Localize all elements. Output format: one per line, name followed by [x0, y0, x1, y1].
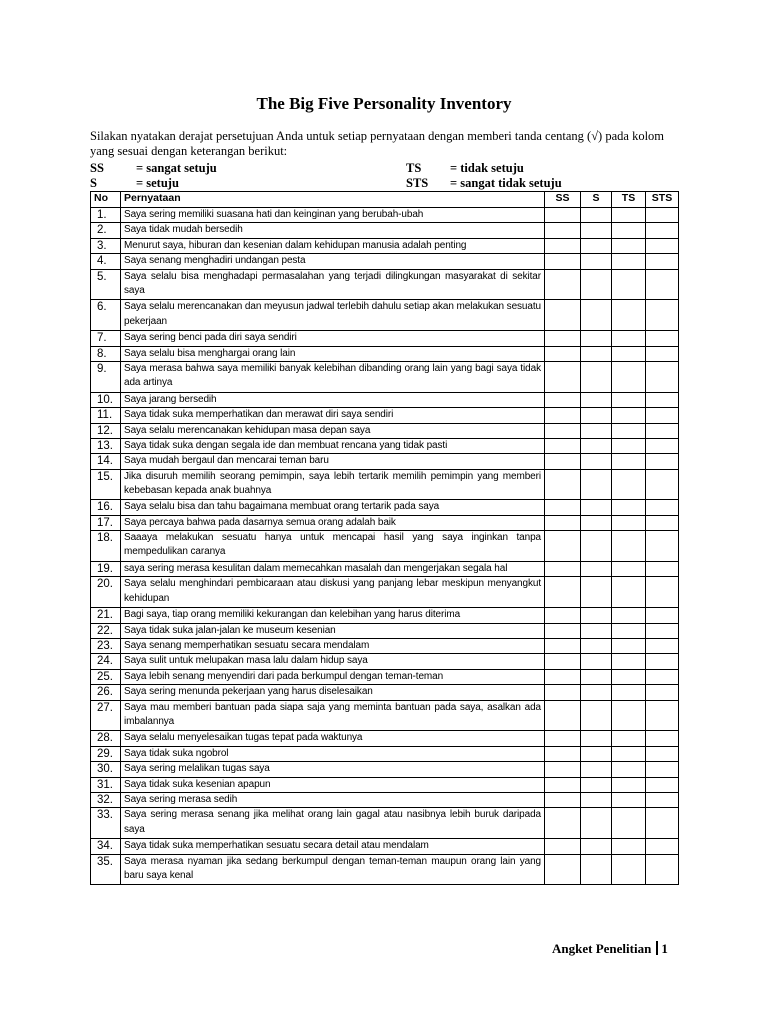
row-number: 31.	[91, 777, 121, 792]
statement-text: Saya sulit untuk melupakan masa lalu dalam hidup saya	[121, 654, 545, 669]
answer-cell-ss[interactable]	[545, 654, 581, 669]
row-number: 23.	[91, 639, 121, 654]
row-number: 17.	[91, 515, 121, 530]
answer-cell-ss[interactable]	[545, 269, 581, 300]
table-row	[91, 531, 679, 562]
answer-cell-sts[interactable]	[646, 839, 679, 854]
answer-cell-s[interactable]	[581, 608, 612, 623]
answer-cell-ts[interactable]	[612, 654, 646, 669]
answer-cell-ss[interactable]	[545, 438, 581, 453]
answer-cell-ss[interactable]	[545, 762, 581, 777]
answer-cell-ts[interactable]	[612, 731, 646, 746]
answer-cell-s[interactable]	[581, 777, 612, 792]
answer-cell-sts[interactable]	[646, 777, 679, 792]
answer-cell-sts[interactable]	[646, 623, 679, 638]
table-row	[91, 808, 679, 839]
answer-cell-ss[interactable]	[545, 531, 581, 562]
answer-cell-ss[interactable]	[545, 808, 581, 839]
answer-cell-s[interactable]	[581, 500, 612, 515]
row-number: 28.	[91, 731, 121, 746]
table-row	[91, 669, 679, 684]
statement-text: Saya sering melalikan tugas saya	[121, 762, 545, 777]
statement-text: Saya sering benci pada diri saya sendiri	[121, 331, 545, 346]
answer-cell-sts[interactable]	[646, 562, 679, 577]
header-no: No	[91, 192, 121, 208]
answer-cell-s[interactable]	[581, 361, 612, 392]
answer-cell-sts[interactable]	[646, 500, 679, 515]
row-number: 20.	[91, 577, 121, 608]
answer-cell-s[interactable]	[581, 300, 612, 331]
answer-cell-ts[interactable]	[612, 238, 646, 253]
answer-cell-s[interactable]	[581, 854, 612, 885]
header-sts: STS	[646, 192, 679, 208]
row-number: 9.	[91, 361, 121, 392]
answer-cell-s[interactable]	[581, 392, 612, 407]
answer-cell-s[interactable]	[581, 700, 612, 731]
answer-cell-ss[interactable]	[545, 577, 581, 608]
statement-text: Saaaya melakukan sesuatu hanya untuk mencapai hasil yang saya inginkan tanpa mempedulikan caranya	[121, 531, 545, 562]
answer-cell-ts[interactable]	[612, 423, 646, 438]
row-number: 10.	[91, 392, 121, 407]
answer-cell-ss[interactable]	[545, 361, 581, 392]
answer-cell-ts[interactable]	[612, 392, 646, 407]
table-row	[91, 392, 679, 407]
statement-text: Saya tidak suka memperhatikan sesuatu secara detail atau mendalam	[121, 839, 545, 854]
statement-text: Saya sering memiliki suasana hati dan keinginan yang berubah-ubah	[121, 208, 545, 223]
table-row	[91, 269, 679, 300]
answer-cell-ts[interactable]	[612, 531, 646, 562]
answer-cell-sts[interactable]	[646, 346, 679, 361]
answer-cell-sts[interactable]	[646, 300, 679, 331]
answer-cell-ss[interactable]	[545, 700, 581, 731]
answer-cell-s[interactable]	[581, 577, 612, 608]
row-number: 13.	[91, 438, 121, 453]
answer-cell-sts[interactable]	[646, 792, 679, 807]
table-row	[91, 469, 679, 500]
header-s: S	[581, 192, 612, 208]
answer-cell-s[interactable]	[581, 238, 612, 253]
row-number: 2.	[91, 223, 121, 238]
answer-cell-ss[interactable]	[545, 839, 581, 854]
row-number: 24.	[91, 654, 121, 669]
answer-cell-ts[interactable]	[612, 346, 646, 361]
page-footer	[552, 941, 668, 957]
row-number: 22.	[91, 623, 121, 638]
answer-cell-sts[interactable]	[646, 269, 679, 300]
answer-cell-ss[interactable]	[545, 300, 581, 331]
row-number: 19.	[91, 562, 121, 577]
answer-cell-ts[interactable]	[612, 361, 646, 392]
answer-cell-sts[interactable]	[646, 223, 679, 238]
answer-cell-ss[interactable]	[545, 208, 581, 223]
row-number: 5.	[91, 269, 121, 300]
answer-cell-ss[interactable]	[545, 639, 581, 654]
answer-cell-sts[interactable]	[646, 238, 679, 253]
answer-cell-ts[interactable]	[612, 269, 646, 300]
row-number: 11.	[91, 408, 121, 423]
answer-cell-sts[interactable]	[646, 669, 679, 684]
answer-cell-s[interactable]	[581, 654, 612, 669]
statement-text: Saya sering merasa senang jika melihat orang lain gagal atau nasibnya lebih buruk daripada saya	[121, 808, 545, 839]
table-row	[91, 762, 679, 777]
row-number: 26.	[91, 685, 121, 700]
table-row	[91, 731, 679, 746]
statement-text: Saya jarang bersedih	[121, 392, 545, 407]
statement-text: Saya tidak suka memperhatikan dan merawat diri saya sendiri	[121, 408, 545, 423]
header-ss: SS	[545, 192, 581, 208]
table-row	[91, 408, 679, 423]
footer-divider	[656, 941, 658, 955]
answer-cell-ts[interactable]	[612, 669, 646, 684]
answer-cell-sts[interactable]	[646, 731, 679, 746]
answer-cell-sts[interactable]	[646, 685, 679, 700]
answer-cell-ss[interactable]	[545, 562, 581, 577]
answer-cell-sts[interactable]	[646, 654, 679, 669]
legend-abbr: SS	[90, 161, 104, 175]
legend-definition: = sangat setuju	[136, 161, 217, 175]
answer-cell-s[interactable]	[581, 746, 612, 761]
table-row	[91, 346, 679, 361]
answer-cell-s[interactable]	[581, 623, 612, 638]
table-row	[91, 223, 679, 238]
answer-cell-ss[interactable]	[545, 500, 581, 515]
row-number: 12.	[91, 423, 121, 438]
answer-cell-ts[interactable]	[612, 746, 646, 761]
answer-cell-sts[interactable]	[646, 208, 679, 223]
answer-cell-ts[interactable]	[612, 577, 646, 608]
answer-cell-sts[interactable]	[646, 746, 679, 761]
answer-cell-ss[interactable]	[545, 238, 581, 253]
row-number: 8.	[91, 346, 121, 361]
table-row	[91, 777, 679, 792]
statement-text: Saya senang memperhatikan sesuatu secara mendalam	[121, 639, 545, 654]
answer-cell-ss[interactable]	[545, 423, 581, 438]
answer-cell-s[interactable]	[581, 346, 612, 361]
answer-cell-ts[interactable]	[612, 515, 646, 530]
table-row	[91, 254, 679, 269]
answer-cell-ts[interactable]	[612, 639, 646, 654]
statement-text: Saya selalu menyelesaikan tugas tepat pada waktunya	[121, 731, 545, 746]
answer-cell-ts[interactable]	[612, 408, 646, 423]
answer-cell-sts[interactable]	[646, 608, 679, 623]
statement-text: Saya sering menunda pekerjaan yang harus diselesaikan	[121, 685, 545, 700]
answer-cell-s[interactable]	[581, 269, 612, 300]
row-number: 32.	[91, 792, 121, 807]
table-row	[91, 454, 679, 469]
answer-cell-ss[interactable]	[545, 608, 581, 623]
answer-cell-s[interactable]	[581, 423, 612, 438]
answer-cell-s[interactable]	[581, 223, 612, 238]
answer-cell-ss[interactable]	[545, 685, 581, 700]
answer-cell-sts[interactable]	[646, 531, 679, 562]
answer-cell-s[interactable]	[581, 408, 612, 423]
answer-cell-ss[interactable]	[545, 346, 581, 361]
answer-cell-ts[interactable]	[612, 500, 646, 515]
answer-cell-sts[interactable]	[646, 762, 679, 777]
header-statement: Pernyataan	[121, 192, 545, 208]
table-row	[91, 623, 679, 638]
statement-text: Saya selalu merencanakan kehidupan masa depan saya	[121, 423, 545, 438]
legend-row	[90, 176, 690, 191]
inventory-table	[90, 191, 679, 885]
answer-cell-sts[interactable]	[646, 438, 679, 453]
answer-cell-s[interactable]	[581, 438, 612, 453]
answer-cell-ts[interactable]	[612, 300, 646, 331]
legend-definition: = tidak setuju	[450, 161, 524, 175]
table-row	[91, 300, 679, 331]
answer-cell-ss[interactable]	[545, 746, 581, 761]
row-number: 21.	[91, 608, 121, 623]
statement-text: Saya tidak suka jalan-jalan ke museum kesenian	[121, 623, 545, 638]
table-row	[91, 515, 679, 530]
table-row	[91, 700, 679, 731]
table-row	[91, 438, 679, 453]
statement-text: Bagi saya, tiap orang memiliki kekurangan dan kelebihan yang harus diterima	[121, 608, 545, 623]
answer-cell-s[interactable]	[581, 808, 612, 839]
answer-cell-s[interactable]	[581, 531, 612, 562]
table-row	[91, 562, 679, 577]
row-number: 27.	[91, 700, 121, 731]
answer-cell-ss[interactable]	[545, 392, 581, 407]
answer-cell-s[interactable]	[581, 208, 612, 223]
row-number: 1.	[91, 208, 121, 223]
answer-cell-sts[interactable]	[646, 854, 679, 885]
table-row	[91, 331, 679, 346]
answer-cell-sts[interactable]	[646, 454, 679, 469]
legend	[90, 161, 690, 191]
instructions: Silakan nyatakan derajat persetujuan Anda untuk setiap pernyataan dengan memberi tanda centang (√) pada kolom yang sesuai dengan keterangan berikut:	[90, 129, 665, 158]
footer-label: Angket Penelitian	[552, 941, 652, 956]
answer-cell-s[interactable]	[581, 731, 612, 746]
statement-text: Saya selalu menghindari pembicaraan atau diskusi yang panjang lebar meskipun menyangkut kehidupan	[121, 577, 545, 608]
answer-cell-s[interactable]	[581, 469, 612, 500]
answer-cell-ts[interactable]	[612, 854, 646, 885]
statement-text: saya sering merasa kesulitan dalam memecahkan masalah dan mengerjakan segala hal	[121, 562, 545, 577]
row-number: 34.	[91, 839, 121, 854]
statement-text: Saya tidak suka kesenian apapun	[121, 777, 545, 792]
row-number: 14.	[91, 454, 121, 469]
legend-abbr: STS	[406, 176, 429, 190]
row-number: 3.	[91, 238, 121, 253]
answer-cell-sts[interactable]	[646, 700, 679, 731]
legend-abbr: S	[90, 176, 97, 190]
legend-abbr: TS	[406, 161, 422, 175]
answer-cell-ts[interactable]	[612, 438, 646, 453]
answer-cell-ss[interactable]	[545, 854, 581, 885]
document-title: The Big Five Personality Inventory	[256, 94, 512, 113]
table-row	[91, 685, 679, 700]
table-row	[91, 639, 679, 654]
statement-text: Saya tidak suka dengan segala ide dan membuat rencana yang tidak pasti	[121, 438, 545, 453]
answer-cell-ss[interactable]	[545, 777, 581, 792]
answer-cell-ss[interactable]	[545, 254, 581, 269]
row-number: 18.	[91, 531, 121, 562]
table-row	[91, 839, 679, 854]
answer-cell-ts[interactable]	[612, 792, 646, 807]
answer-cell-ss[interactable]	[545, 408, 581, 423]
answer-cell-ts[interactable]	[612, 469, 646, 500]
row-number: 15.	[91, 469, 121, 500]
statement-text: Saya merasa nyaman jika sedang berkumpul dengan teman-teman maupun orang lain yang baru saya kenal	[121, 854, 545, 885]
statement-text: Saya senang menghadiri undangan pesta	[121, 254, 545, 269]
table-header-row	[91, 192, 679, 208]
answer-cell-s[interactable]	[581, 669, 612, 684]
table-row	[91, 423, 679, 438]
answer-cell-sts[interactable]	[646, 408, 679, 423]
answer-cell-ts[interactable]	[612, 700, 646, 731]
answer-cell-ss[interactable]	[545, 731, 581, 746]
answer-cell-s[interactable]	[581, 762, 612, 777]
row-number: 6.	[91, 300, 121, 331]
answer-cell-s[interactable]	[581, 839, 612, 854]
answer-cell-s[interactable]	[581, 254, 612, 269]
table-row	[91, 608, 679, 623]
table-row	[91, 746, 679, 761]
statement-text: Saya lebih senang menyendiri dari pada berkumpul dengan teman-teman	[121, 669, 545, 684]
statement-text: Menurut saya, hiburan dan kesenian dalam kehidupan manusia adalah penting	[121, 238, 545, 253]
answer-cell-sts[interactable]	[646, 577, 679, 608]
answer-cell-sts[interactable]	[646, 808, 679, 839]
statement-text: Saya selalu bisa menghadapi permasalahan yang terjadi dilingkungan masyarakat di sekitar saya	[121, 269, 545, 300]
legend-definition: = setuju	[136, 176, 179, 190]
row-number: 16.	[91, 500, 121, 515]
answer-cell-ts[interactable]	[612, 777, 646, 792]
answer-cell-ts[interactable]	[612, 454, 646, 469]
statement-text: Jika disuruh memilih seorang pemimpin, saya lebih tertarik memilih pemimpin yang memberi kebebasan kepada anak buahnya	[121, 469, 545, 500]
answer-cell-ts[interactable]	[612, 608, 646, 623]
statement-text: Saya mau memberi bantuan pada siapa saja yang meminta bantuan pada saya, asalkan ada imbalannya	[121, 700, 545, 731]
table-row	[91, 361, 679, 392]
table-row	[91, 654, 679, 669]
answer-cell-sts[interactable]	[646, 331, 679, 346]
legend-row	[90, 161, 690, 176]
answer-cell-ss[interactable]	[545, 223, 581, 238]
statement-text: Saya selalu bisa menghargai orang lain	[121, 346, 545, 361]
answer-cell-s[interactable]	[581, 639, 612, 654]
statement-text: Saya selalu bisa dan tahu bagaimana membuat orang tertarik pada saya	[121, 500, 545, 515]
answer-cell-sts[interactable]	[646, 254, 679, 269]
answer-cell-ts[interactable]	[612, 685, 646, 700]
answer-cell-ss[interactable]	[545, 469, 581, 500]
answer-cell-ts[interactable]	[612, 254, 646, 269]
table-row	[91, 238, 679, 253]
answer-cell-ss[interactable]	[545, 623, 581, 638]
answer-cell-ss[interactable]	[545, 515, 581, 530]
header-ts: TS	[612, 192, 646, 208]
table-row	[91, 792, 679, 807]
answer-cell-ts[interactable]	[612, 808, 646, 839]
answer-cell-ss[interactable]	[545, 792, 581, 807]
answer-cell-s[interactable]	[581, 685, 612, 700]
statement-text: Saya tidak mudah bersedih	[121, 223, 545, 238]
answer-cell-sts[interactable]	[646, 361, 679, 392]
statement-text: Saya percaya bahwa pada dasarnya semua orang adalah baik	[121, 515, 545, 530]
answer-cell-sts[interactable]	[646, 392, 679, 407]
answer-cell-ss[interactable]	[545, 454, 581, 469]
answer-cell-s[interactable]	[581, 331, 612, 346]
statement-text: Saya mudah bergaul dan mencarai teman baru	[121, 454, 545, 469]
answer-cell-ts[interactable]	[612, 562, 646, 577]
row-number: 29.	[91, 746, 121, 761]
table-row	[91, 500, 679, 515]
answer-cell-ts[interactable]	[612, 331, 646, 346]
statement-text: Saya sering merasa sedih	[121, 792, 545, 807]
statement-text: Saya selalu merencanakan dan meyusun jadwal terlebih dahulu setiap akan melakukan sesuatu pekerjaan	[121, 300, 545, 331]
answer-cell-ss[interactable]	[545, 669, 581, 684]
row-number: 30.	[91, 762, 121, 777]
legend-definition: = sangat tidak setuju	[450, 176, 562, 190]
row-number: 33.	[91, 808, 121, 839]
table-body	[91, 208, 679, 885]
table-row	[91, 208, 679, 223]
statement-text: Saya merasa bahwa saya memiliki banyak kelebihan dibanding orang lain yang bagi saya tidak ada artinya	[121, 361, 545, 392]
answer-cell-s[interactable]	[581, 562, 612, 577]
page-number: 1	[661, 941, 668, 956]
answer-cell-sts[interactable]	[646, 515, 679, 530]
answer-cell-sts[interactable]	[646, 639, 679, 654]
answer-cell-ts[interactable]	[612, 762, 646, 777]
answer-cell-ts[interactable]	[612, 223, 646, 238]
table-row	[91, 854, 679, 885]
answer-cell-s[interactable]	[581, 515, 612, 530]
row-number: 35.	[91, 854, 121, 885]
answer-cell-ts[interactable]	[612, 839, 646, 854]
table-row	[91, 577, 679, 608]
answer-cell-s[interactable]	[581, 792, 612, 807]
row-number: 25.	[91, 669, 121, 684]
statement-text: Saya tidak suka ngobrol	[121, 746, 545, 761]
answer-cell-ss[interactable]	[545, 331, 581, 346]
answer-cell-s[interactable]	[581, 454, 612, 469]
answer-cell-sts[interactable]	[646, 469, 679, 500]
answer-cell-ts[interactable]	[612, 623, 646, 638]
answer-cell-ts[interactable]	[612, 208, 646, 223]
answer-cell-sts[interactable]	[646, 423, 679, 438]
row-number: 7.	[91, 331, 121, 346]
row-number: 4.	[91, 254, 121, 269]
